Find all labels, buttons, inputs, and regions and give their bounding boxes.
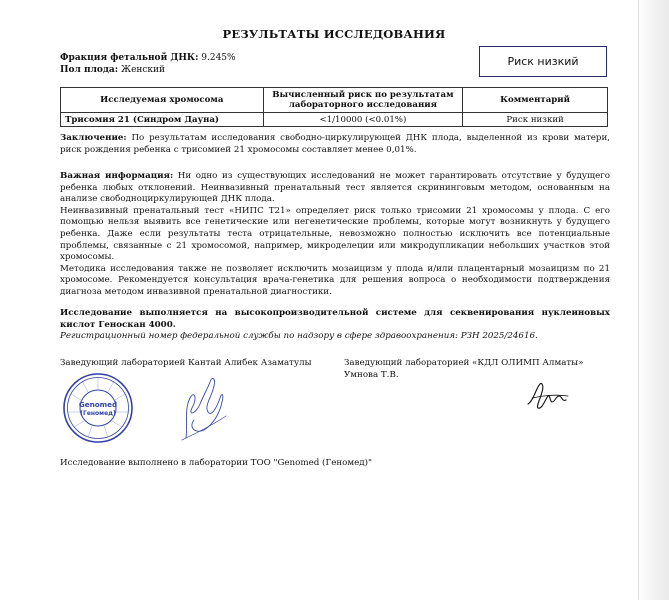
conclusion-label: Заключение: bbox=[60, 133, 127, 143]
table-row bbox=[61, 113, 608, 127]
right-signatory-title: Заведующий лабораторией «КДЛ ОЛИМП Алматы» bbox=[344, 358, 584, 368]
right-signatory-name: Умнова Т.В. bbox=[344, 369, 399, 380]
risk-badge: Риск низкий bbox=[479, 46, 607, 77]
stamp-center-line-1: Genomed bbox=[78, 400, 118, 409]
cell-comment: Риск низкий bbox=[463, 113, 608, 127]
important-info-paragraph-3: Методика исследования также не позволяет исключить мозаицизм у плода и/или плацентарный мозаицизм по 21 хромосоме. Рекомендуется консультация врача-генетика для решения вопроса о необходимости подтверждения диагноза методом инвазивной пренатальной диагностики. bbox=[60, 263, 610, 297]
fetal-fraction-line bbox=[60, 52, 236, 64]
important-info-text-1: Ни одно из существующих исследований не может гарантировать отсутствие у будущего ребенка любых отклонений. Неинвазивный пренатальный тест является скрининговым методом, основанным на анализе свободноциркулирующей ДНК плода. bbox=[60, 171, 611, 205]
column-header-comment: Комментарий bbox=[463, 88, 608, 113]
column-header-chromosome: Исследуемая хромосома bbox=[61, 88, 264, 113]
left-signature bbox=[174, 368, 234, 444]
fetal-fraction-label: Фракция фетальной ДНК: bbox=[60, 53, 199, 63]
fetal-sex-value: Женский bbox=[120, 65, 166, 75]
cell-risk: <1/10000 (<0.01%) bbox=[263, 113, 463, 127]
sample-meta bbox=[60, 52, 236, 76]
column-header-risk: Вычисленный риск по результатам лабораторного исследования bbox=[263, 88, 463, 113]
cell-chromosome: Трисомия 21 (Синдром Дауна) bbox=[61, 113, 264, 127]
lab-stamp bbox=[62, 372, 134, 444]
important-info-block bbox=[60, 171, 610, 299]
stamp-center-line-2: (Геномед) bbox=[80, 410, 116, 417]
table-header-row bbox=[61, 88, 608, 113]
results-table bbox=[60, 87, 608, 127]
important-info-paragraph-2: Неинвазивный пренатальный тест «НИПС Т21» определяет риск только трисомии 21 хромосомы у плода. С его помощью нельзя выявить все генетические или негенетические проблемы, которые могут возникнуть у будущего ребенка. Даже если результаты теста отрицательные, невозможно полностью исключить все потенциальные проблемы, связанные с 21 хромосомой, например, микроделеции или микродупликации небольших участков этой хромосомы. bbox=[60, 205, 610, 263]
fetal-fraction-value: 9.245% bbox=[201, 53, 236, 63]
conclusion-text: По результатам исследования свободно-циркулирующей ДНК плода, выделенной из крови матери, риск рождения ребенка с трисомией 21 хромосомы составляет менее 0,01%. bbox=[60, 133, 611, 155]
page-edge-shadow bbox=[638, 0, 669, 600]
fetal-sex-line bbox=[60, 64, 236, 76]
right-signature bbox=[524, 378, 570, 412]
footer-lab-note: Исследование выполнено в лаборатории ТОО "Genomed (Геномед)" bbox=[60, 458, 372, 468]
left-signatory: Заведующий лабораторией Кантай Алибек Азаматулы bbox=[60, 358, 312, 368]
important-info-label: Важная информация: bbox=[60, 171, 174, 181]
conclusion-paragraph bbox=[60, 133, 610, 156]
method-paragraph: Исследование выполняется на высокопроизводительной системе для секвенирования нуклеиновых кислот Геноскан 4000. bbox=[60, 308, 610, 330]
important-info-paragraph-1 bbox=[60, 171, 610, 206]
fetal-sex-label: Пол плода: bbox=[60, 65, 119, 75]
registration-number: Регистрационный номер федеральной службы по надзору в сфере здравоохранения: РЗН 2025/24616. bbox=[60, 331, 538, 341]
document-title: РЕЗУЛЬТАТЫ ИССЛЕДОВАНИЯ bbox=[222, 27, 446, 41]
